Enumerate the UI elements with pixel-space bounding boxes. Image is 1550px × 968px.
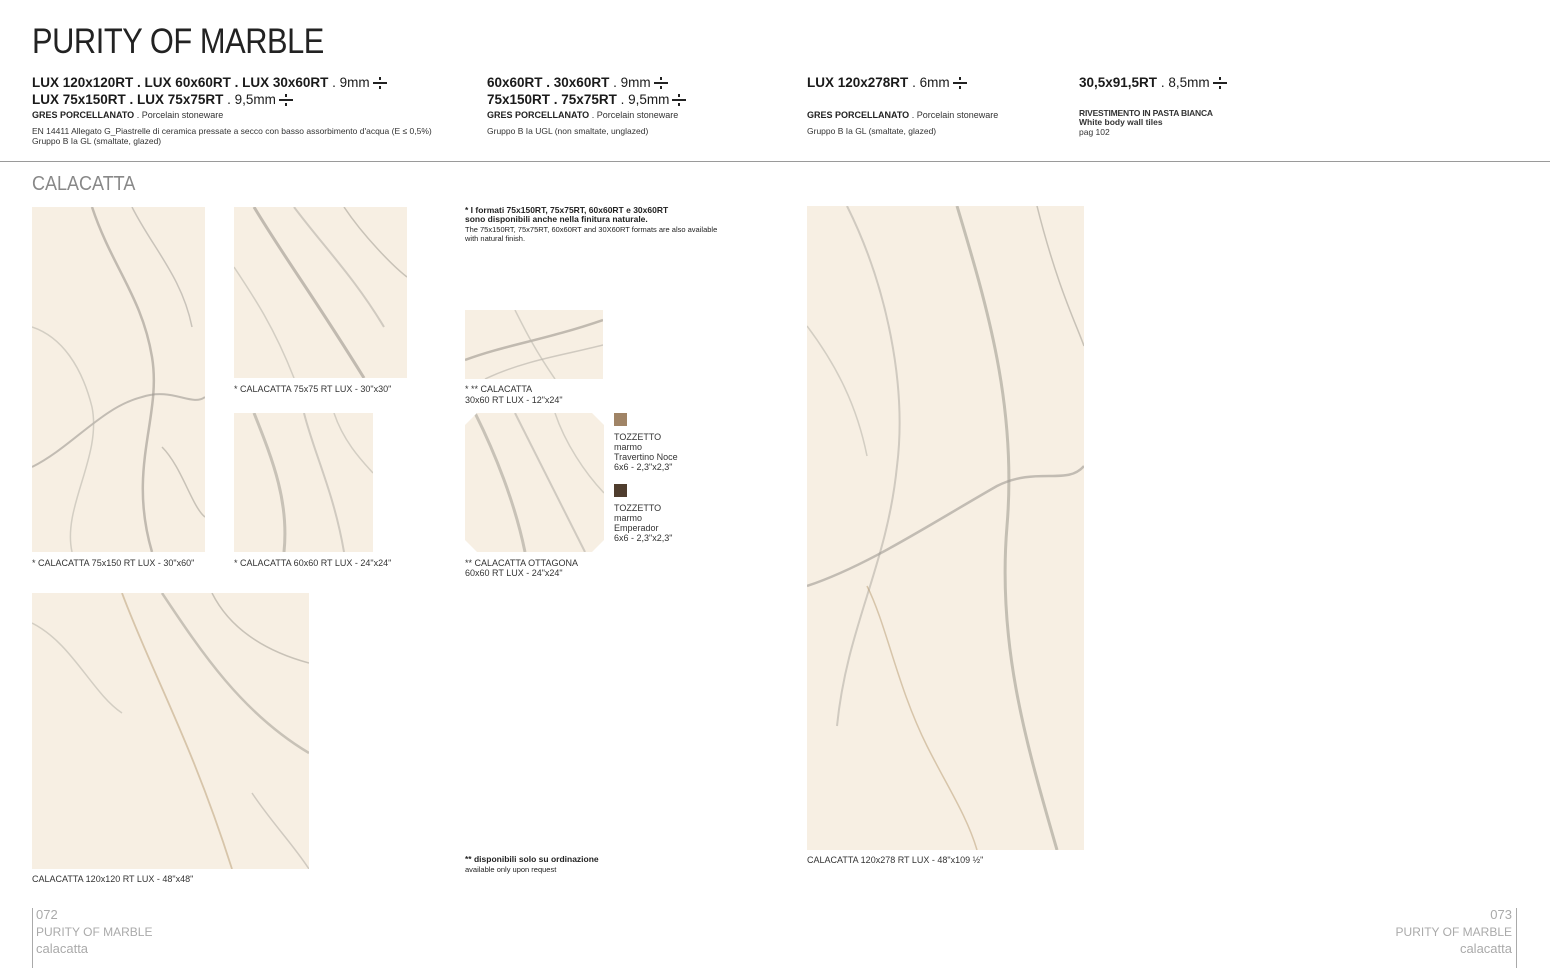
footer-rule-right [1516, 908, 1517, 968]
spec-line [807, 74, 967, 91]
footer-rule-left [32, 908, 33, 968]
rectified-icon [654, 77, 668, 89]
page-number-right: 073 [1490, 907, 1512, 922]
norm-text: Gruppo B Ia GL (smaltate, glazed) [807, 126, 937, 136]
page-number-left: 072 [36, 907, 58, 922]
tile-image-120x278 [807, 206, 1084, 850]
spec-line [487, 74, 668, 91]
spec-formats: LUX 120x120RT . LUX 60x60RT . LUX 30x60RT [32, 75, 329, 90]
spec-line [1079, 74, 1227, 91]
footer-title-left: PURITY OF MARBLE [36, 925, 153, 939]
spec-formats: 75x150RT . 75x75RT [487, 92, 617, 107]
wall-tiles-page-link[interactable]: pag 102 [1079, 127, 1110, 137]
tozzetto-label: marmo [614, 442, 643, 452]
finish-note-it: sono disponibili anche nella finitura naturale. [465, 214, 648, 224]
tozzetto-swatch-travertino [614, 413, 627, 426]
tile-image-75x150 [32, 207, 205, 552]
material-desc: . Porcelain stoneware [134, 110, 224, 120]
spec-thickness: . 6mm [908, 75, 950, 90]
order-note-it: ** disponibili solo su ordinazione [465, 854, 599, 864]
spec-formats: LUX 120x278RT [807, 75, 909, 90]
tile-caption: * CALACATTA 60x60 RT LUX - 24"x24" [234, 558, 392, 568]
page-title: PURITY OF MARBLE [32, 22, 324, 61]
footer-title-right: PURITY OF MARBLE [1395, 925, 1512, 939]
tile-caption: ** CALACATTA OTTAGONA [465, 558, 579, 568]
tile-image-ottagona [465, 413, 604, 552]
spec-thickness: . 9,5mm [223, 92, 276, 107]
spec-thickness: . 9,5mm [616, 92, 670, 107]
tozzetto-label: marmo [614, 513, 643, 523]
tile-caption: 30x60 RT LUX - 12"x24" [465, 395, 563, 405]
finish-note-en: The 75x150RT, 75x75RT, 60x60RT and 30X60RT formats are also available [465, 225, 718, 234]
material-desc: . Porcelain stoneware [589, 110, 679, 120]
tozzetto-label: Emperador [614, 523, 659, 533]
material-desc: . Porcelain stoneware [909, 110, 999, 120]
material-name: GRES PORCELLANATO [487, 110, 590, 120]
spec-formats: LUX 75x150RT . LUX 75x75RT [32, 92, 224, 107]
tile-image-120x120 [32, 593, 309, 869]
spec-thickness: . 9mm [328, 75, 370, 90]
spec-thickness: . 8,5mm [1157, 75, 1210, 90]
tile-caption: CALACATTA 120x278 RT LUX - 48"x109 ½" [807, 855, 984, 865]
norm-text: Gruppo B Ia GL (smaltate, glazed) [32, 136, 162, 146]
spec-formats: 60x60RT . 30x60RT [487, 75, 610, 90]
rectified-icon [672, 94, 686, 106]
spec-formats: 30,5x91,5RT [1079, 75, 1158, 90]
order-note-en: available only upon request [465, 865, 557, 874]
tile-caption: 60x60 RT LUX - 24"x24" [465, 568, 563, 578]
finish-note-it: * I formati 75x150RT, 75x75RT, 60x60RT e 30x60RT [465, 205, 669, 215]
material-name: GRES PORCELLANATO [32, 110, 135, 120]
tile-image-30x60 [465, 310, 603, 379]
tozzetto-label: Travertino Noce [614, 452, 678, 462]
rectified-icon [279, 94, 293, 106]
finish-note-en: with natural finish. [465, 234, 526, 243]
tile-image-75x75 [234, 207, 407, 378]
tozzetto-label: 6x6 - 2,3"x2,3" [614, 533, 673, 543]
footer-subtitle-left: calacatta [36, 941, 89, 956]
material-line [807, 110, 998, 121]
rectified-icon [1213, 77, 1227, 89]
header-divider [0, 161, 1550, 162]
spec-line [32, 91, 293, 108]
material-name: GRES PORCELLANATO [807, 110, 910, 120]
tile-caption: * CALACATTA 75x75 RT LUX - 30"x30" [234, 384, 392, 394]
tile-image-60x60 [234, 413, 373, 552]
wall-tiles-title: RIVESTIMENTO IN PASTA BIANCA [1079, 108, 1213, 118]
footer-subtitle-right: calacatta [1459, 941, 1512, 956]
rectified-icon [953, 77, 967, 89]
material-line [32, 110, 223, 121]
wall-tiles-subtitle: White body wall tiles [1079, 117, 1163, 127]
tozzetto-label: 6x6 - 2,3"x2,3" [614, 462, 673, 472]
tile-caption: * CALACATTA 75x150 RT LUX - 30"x60" [32, 558, 195, 568]
tozzetto-label: TOZZETTO [614, 432, 662, 442]
spec-thickness: . 9mm [609, 75, 651, 90]
spec-line [487, 91, 686, 108]
rectified-icon [373, 77, 387, 89]
spec-line [32, 74, 387, 91]
norm-text: EN 14411 Allegato G_Piastrelle di ceramica pressate a secco con basso assorbimento d'acqua (E ≤ 0,5%) [32, 126, 432, 136]
tile-caption: * ** CALACATTA [465, 384, 533, 394]
section-title: CALACATTA [32, 173, 136, 195]
tozzetto-swatch-emperador [614, 484, 627, 497]
tile-caption: CALACATTA 120x120 RT LUX - 48"x48" [32, 874, 194, 884]
tozzetto-label: TOZZETTO [614, 503, 662, 513]
norm-text: Gruppo B Ia UGL (non smaltate, unglazed) [487, 126, 649, 136]
material-line [487, 110, 678, 121]
